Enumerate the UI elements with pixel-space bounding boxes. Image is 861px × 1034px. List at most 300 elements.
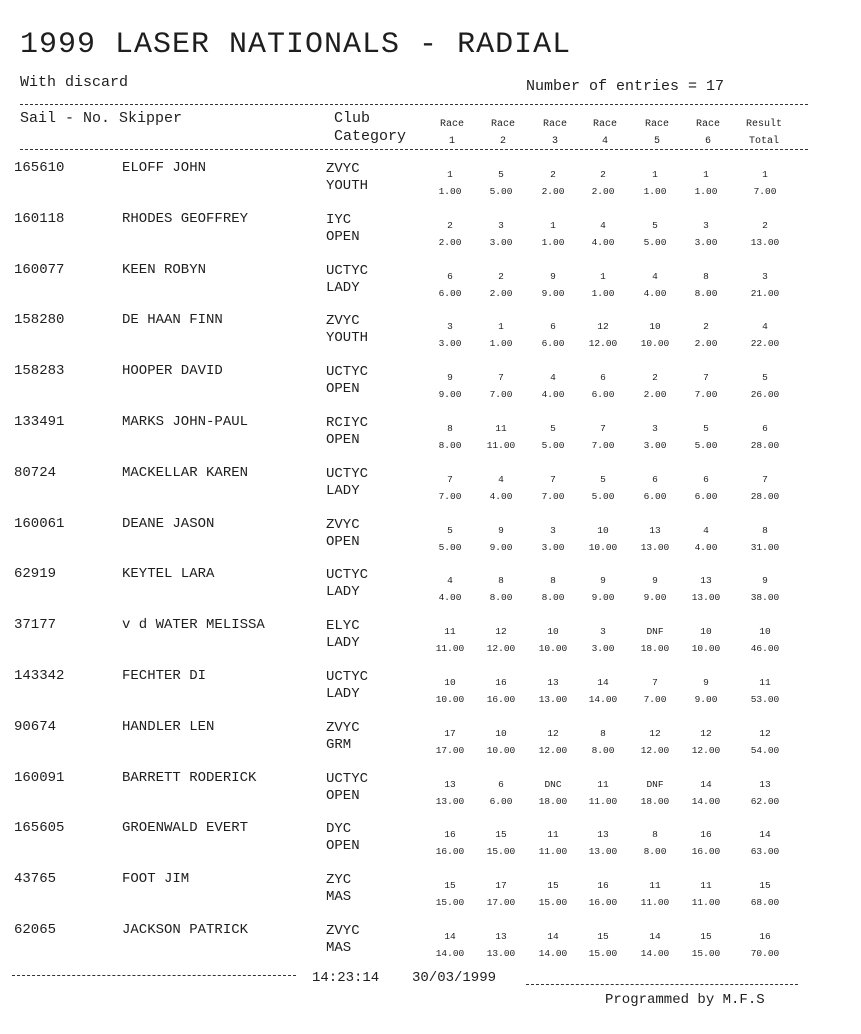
race-place: 6 — [703, 474, 709, 485]
total-points: 62.00 — [750, 796, 780, 807]
race-place: 12 — [700, 728, 712, 739]
club-name: UCTYC — [326, 263, 369, 279]
result-total-cell — [740, 318, 790, 352]
race-points: 14.00 — [435, 948, 465, 959]
overall-position: 2 — [762, 220, 768, 231]
race-result-cell — [578, 572, 628, 606]
sail-number: 165610 — [14, 160, 65, 176]
race-place: 2 — [652, 372, 658, 383]
race-result-cell — [425, 674, 475, 708]
race-points: 5.00 — [489, 186, 513, 197]
skipper-name: RHODES GEOFFREY — [122, 211, 249, 227]
race-place: 1 — [550, 220, 556, 231]
race-points: 9.00 — [541, 288, 565, 299]
total-points: 53.00 — [750, 694, 780, 705]
race-place: 5 — [703, 423, 709, 434]
result-total-cell — [740, 369, 790, 403]
race-number: 3 — [551, 136, 558, 147]
race-result-cell — [630, 369, 680, 403]
club-category-cell — [326, 923, 360, 957]
race-points: 12.00 — [486, 643, 516, 654]
race-result-cell — [425, 776, 475, 810]
race-place: 11 — [700, 880, 712, 891]
race-result-cell — [578, 826, 628, 860]
race-result-cell — [578, 268, 628, 302]
race-points: 7.00 — [489, 389, 513, 400]
sail-number: 158280 — [14, 312, 65, 328]
race-place: 7 — [703, 372, 709, 383]
programmed-by: Programmed by M.F.S — [605, 992, 765, 1008]
race-points: 2.00 — [489, 288, 513, 299]
race-points: 15.00 — [691, 948, 721, 959]
race-place: 7 — [600, 423, 606, 434]
race-result-cell — [528, 522, 578, 556]
race-points: 5.00 — [591, 491, 615, 502]
sail-number: 62065 — [14, 922, 57, 938]
race-result-cell — [630, 928, 680, 962]
race-result-cell — [425, 826, 475, 860]
race-place: 10 — [495, 728, 507, 739]
result-label: Result — [745, 119, 782, 130]
race-place: 8 — [550, 575, 556, 586]
club-category-cell — [326, 872, 351, 906]
race-points: 16.00 — [486, 694, 516, 705]
race-place: 17 — [444, 728, 456, 739]
club-name: UCTYC — [326, 567, 369, 583]
race-points: 10.00 — [538, 643, 568, 654]
table-row — [0, 211, 861, 262]
race-place: 2 — [550, 169, 556, 180]
race-place: 1 — [600, 271, 606, 282]
race-place: 11 — [444, 626, 456, 637]
race-result-cell — [630, 268, 680, 302]
race-place: 16 — [597, 880, 609, 891]
race-result-cell — [578, 217, 628, 251]
result-total-cell — [740, 623, 790, 657]
race-result-cell — [681, 928, 731, 962]
total-points: 7.00 — [753, 186, 777, 197]
race-result-cell — [681, 166, 731, 200]
race-header — [583, 116, 627, 150]
race-points: 14.00 — [691, 796, 721, 807]
category-name: LADY — [326, 686, 360, 702]
table-row — [0, 871, 861, 922]
race-points: 10.00 — [640, 338, 670, 349]
race-place: 2 — [498, 271, 504, 282]
race-result-cell — [630, 471, 680, 505]
sail-number: 160091 — [14, 770, 65, 786]
table-row — [0, 770, 861, 821]
race-place: 16 — [495, 677, 507, 688]
table-row — [0, 516, 861, 567]
race-result-cell — [578, 776, 628, 810]
table-row — [0, 668, 861, 719]
category-name: MAS — [326, 940, 352, 956]
race-place: DNC — [544, 779, 562, 790]
race-result-cell — [528, 268, 578, 302]
result-total-cell — [740, 217, 790, 251]
race-result-cell — [630, 776, 680, 810]
race-points: 1.00 — [694, 186, 718, 197]
race-result-cell — [425, 572, 475, 606]
race-result-cell — [425, 623, 475, 657]
total-points: 13.00 — [750, 237, 780, 248]
race-place: 8 — [652, 829, 658, 840]
race-points: 2.00 — [643, 389, 667, 400]
race-header — [430, 116, 474, 150]
race-number: 1 — [448, 136, 455, 147]
overall-position: 5 — [762, 372, 768, 383]
total-points: 54.00 — [750, 745, 780, 756]
skipper-name: KEEN ROBYN — [122, 262, 207, 278]
entries-count: Number of entries = 17 — [526, 78, 725, 95]
race-points: 2.00 — [694, 338, 718, 349]
race-place: 3 — [550, 525, 556, 536]
race-place: 3 — [498, 220, 504, 231]
total-points: 38.00 — [750, 592, 780, 603]
club-name: UCTYC — [326, 364, 369, 380]
race-place: 1 — [652, 169, 658, 180]
race-points: 6.00 — [694, 491, 718, 502]
overall-position: 1 — [762, 169, 768, 180]
race-place: 4 — [600, 220, 606, 231]
category-name: YOUTH — [326, 178, 369, 194]
skipper-name: v d WATER MELISSA — [122, 617, 265, 633]
skipper-name: DE HAAN FINN — [122, 312, 223, 328]
category-name: OPEN — [326, 534, 360, 550]
sail-number: 62919 — [14, 566, 57, 582]
race-place: 13 — [444, 779, 456, 790]
race-label: Race — [542, 119, 567, 130]
race-place: 3 — [703, 220, 709, 231]
race-result-cell — [630, 522, 680, 556]
race-place: 2 — [600, 169, 606, 180]
race-result-cell — [681, 776, 731, 810]
race-place: 1 — [498, 321, 504, 332]
race-result-cell — [476, 217, 526, 251]
race-place: 2 — [447, 220, 453, 231]
race-points: 8.00 — [591, 745, 615, 756]
race-place: 14 — [649, 931, 661, 942]
race-header — [686, 116, 730, 150]
race-place: 8 — [703, 271, 709, 282]
category-name: GRM — [326, 737, 352, 753]
table-row — [0, 465, 861, 516]
race-result-cell — [630, 166, 680, 200]
race-result-cell — [578, 420, 628, 454]
race-place: 7 — [498, 372, 504, 383]
race-result-cell — [578, 471, 628, 505]
race-points: 18.00 — [538, 796, 568, 807]
race-result-cell — [476, 623, 526, 657]
skipper-name: DEANE JASON — [122, 516, 215, 532]
race-place: 6 — [447, 271, 453, 282]
race-points: 5.00 — [541, 440, 565, 451]
club-name: ZVYC — [326, 923, 360, 939]
race-result-cell — [425, 217, 475, 251]
table-row — [0, 262, 861, 313]
race-result-cell — [476, 369, 526, 403]
race-place: 11 — [547, 829, 559, 840]
race-points: 2.00 — [438, 237, 462, 248]
skipper-name: ELOFF JOHN — [122, 160, 207, 176]
race-place: 13 — [597, 829, 609, 840]
sail-number: 90674 — [14, 719, 57, 735]
race-place: 5 — [498, 169, 504, 180]
result-total-cell — [740, 268, 790, 302]
race-number: 4 — [601, 136, 608, 147]
race-points: 8.00 — [643, 846, 667, 857]
race-place: 4 — [652, 271, 658, 282]
race-result-cell — [528, 318, 578, 352]
club-category-cell — [326, 517, 360, 551]
race-place: 15 — [597, 931, 609, 942]
race-points: 9.00 — [643, 592, 667, 603]
race-result-cell — [681, 318, 731, 352]
sail-number: 133491 — [14, 414, 65, 430]
race-result-cell — [578, 522, 628, 556]
club-category-cell — [326, 821, 360, 855]
race-points: 8.00 — [541, 592, 565, 603]
race-points: 7.00 — [541, 491, 565, 502]
sail-skipper-header: Sail - No. Skipper — [20, 110, 183, 127]
race-result-cell — [681, 369, 731, 403]
category-name: LADY — [326, 280, 360, 296]
category-name: LADY — [326, 483, 360, 499]
category-name: LADY — [326, 635, 360, 651]
club-name: UCTYC — [326, 466, 369, 482]
overall-position: 3 — [762, 271, 768, 282]
table-row — [0, 566, 861, 617]
category-name: OPEN — [326, 788, 360, 804]
race-place: 14 — [547, 931, 559, 942]
race-result-cell — [578, 166, 628, 200]
race-place: 16 — [444, 829, 456, 840]
race-result-cell — [425, 268, 475, 302]
club-category-cell — [326, 771, 368, 805]
race-result-cell — [425, 369, 475, 403]
race-place: 10 — [700, 626, 712, 637]
total-points: 31.00 — [750, 542, 780, 553]
skipper-name: HOOPER DAVID — [122, 363, 223, 379]
skipper-name: FECHTER DI — [122, 668, 207, 684]
race-points: 6.00 — [438, 288, 462, 299]
race-points: 11.00 — [538, 846, 568, 857]
race-points: 2.00 — [591, 186, 615, 197]
race-label: Race — [490, 119, 515, 130]
race-points: 9.00 — [438, 389, 462, 400]
category-header: Category — [334, 128, 407, 145]
club-category-cell — [326, 161, 368, 195]
sail-number: 160118 — [14, 211, 65, 227]
race-place: 15 — [547, 880, 559, 891]
result-total-cell — [740, 776, 790, 810]
club-name: IYC — [326, 212, 352, 228]
sail-number: 43765 — [14, 871, 57, 887]
category-name: OPEN — [326, 381, 360, 397]
race-result-cell — [476, 522, 526, 556]
table-row — [0, 820, 861, 871]
race-place: 12 — [495, 626, 507, 637]
race-points: 16.00 — [588, 897, 618, 908]
race-result-cell — [425, 725, 475, 759]
skipper-name: FOOT JIM — [122, 871, 190, 887]
club-category-cell — [326, 567, 368, 601]
race-result-cell — [425, 166, 475, 200]
race-place: 5 — [600, 474, 606, 485]
club-category-cell — [326, 618, 360, 652]
race-points: 9.00 — [694, 694, 718, 705]
header-top-divider — [20, 104, 808, 105]
table-row — [0, 414, 861, 465]
race-place: 16 — [700, 829, 712, 840]
race-result-cell — [476, 928, 526, 962]
overall-position: 9 — [762, 575, 768, 586]
race-place: 4 — [498, 474, 504, 485]
race-result-cell — [476, 471, 526, 505]
race-place: 6 — [600, 372, 606, 383]
race-points: 3.00 — [541, 542, 565, 553]
race-place: 15 — [700, 931, 712, 942]
race-points: 16.00 — [435, 846, 465, 857]
club-name: ZVYC — [326, 720, 360, 736]
race-place: DNF — [646, 779, 664, 790]
overall-position: 14 — [759, 829, 771, 840]
overall-position: 8 — [762, 525, 768, 536]
race-place: 6 — [550, 321, 556, 332]
club-name: ZVYC — [326, 161, 360, 177]
race-place: 10 — [597, 525, 609, 536]
club-category-cell — [326, 212, 360, 246]
race-result-cell — [425, 471, 475, 505]
race-result-cell — [578, 928, 628, 962]
race-points: 12.00 — [640, 745, 670, 756]
club-name: ELYC — [326, 618, 360, 634]
race-place: 15 — [444, 880, 456, 891]
skipper-name: MARKS JOHN-PAUL — [122, 414, 249, 430]
race-points: 15.00 — [486, 846, 516, 857]
race-result-cell — [630, 572, 680, 606]
race-points: 7.00 — [591, 440, 615, 451]
race-points: 7.00 — [694, 389, 718, 400]
race-result-cell — [425, 877, 475, 911]
race-number: 6 — [704, 136, 711, 147]
total-points: 70.00 — [750, 948, 780, 959]
race-result-cell — [681, 623, 731, 657]
race-label: Race — [644, 119, 669, 130]
race-points: 16.00 — [691, 846, 721, 857]
total-points: 28.00 — [750, 491, 780, 502]
table-row — [0, 922, 861, 973]
race-place: 6 — [498, 779, 504, 790]
club-header: Club — [334, 110, 371, 127]
race-place: 14 — [597, 677, 609, 688]
race-points: 4.00 — [694, 542, 718, 553]
total-points: 63.00 — [750, 846, 780, 857]
table-row — [0, 719, 861, 770]
race-points: 13.00 — [640, 542, 670, 553]
sail-number: 158283 — [14, 363, 65, 379]
race-result-cell — [476, 572, 526, 606]
race-place: 8 — [600, 728, 606, 739]
race-points: 10.00 — [588, 542, 618, 553]
race-result-cell — [681, 826, 731, 860]
race-place: 3 — [447, 321, 453, 332]
overall-position: 10 — [759, 626, 771, 637]
race-result-cell — [476, 420, 526, 454]
race-points: 4.00 — [541, 389, 565, 400]
race-place: 7 — [652, 677, 658, 688]
race-place: 13 — [495, 931, 507, 942]
race-points: 13.00 — [538, 694, 568, 705]
race-result-cell — [528, 725, 578, 759]
race-points: 8.00 — [694, 288, 718, 299]
footer-date: 30/03/1999 — [412, 970, 497, 986]
table-row — [0, 312, 861, 363]
race-points: 11.00 — [691, 897, 721, 908]
footer-divider-right — [526, 984, 798, 985]
race-result-cell — [476, 674, 526, 708]
race-label: Race — [439, 119, 464, 130]
total-points: 22.00 — [750, 338, 780, 349]
race-points: 7.00 — [643, 694, 667, 705]
race-result-cell — [630, 674, 680, 708]
result-header — [740, 116, 788, 150]
race-points: 6.00 — [643, 491, 667, 502]
race-place: 10 — [547, 626, 559, 637]
race-result-cell — [528, 877, 578, 911]
race-result-cell — [681, 420, 731, 454]
race-place: 8 — [447, 423, 453, 434]
race-result-cell — [630, 420, 680, 454]
race-points: 12.00 — [691, 745, 721, 756]
race-place: 12 — [597, 321, 609, 332]
race-points: 1.00 — [591, 288, 615, 299]
overall-position: 4 — [762, 321, 768, 332]
race-place: 4 — [447, 575, 453, 586]
race-place: 12 — [649, 728, 661, 739]
club-category-cell — [326, 466, 368, 500]
result-total-cell — [740, 166, 790, 200]
table-row — [0, 363, 861, 414]
race-label: Race — [592, 119, 617, 130]
race-result-cell — [681, 572, 731, 606]
race-result-cell — [528, 674, 578, 708]
skipper-name: KEYTEL LARA — [122, 566, 215, 582]
race-place: 1 — [447, 169, 453, 180]
category-name: LADY — [326, 584, 360, 600]
race-points: 11.00 — [435, 643, 465, 654]
skipper-name: MACKELLAR KAREN — [122, 465, 249, 481]
race-points: 9.00 — [489, 542, 513, 553]
race-points: 10.00 — [486, 745, 516, 756]
race-points: 1.00 — [489, 338, 513, 349]
race-points: 5.00 — [643, 237, 667, 248]
race-place: 2 — [703, 321, 709, 332]
race-place: 5 — [550, 423, 556, 434]
race-points: 4.00 — [591, 237, 615, 248]
club-name: ZVYC — [326, 313, 360, 329]
race-points: 9.00 — [591, 592, 615, 603]
club-name: ZYC — [326, 872, 352, 888]
category-name: YOUTH — [326, 330, 369, 346]
race-points: 3.00 — [694, 237, 718, 248]
skipper-name: GROENWALD EVERT — [122, 820, 249, 836]
race-place: 5 — [447, 525, 453, 536]
race-place: 10 — [444, 677, 456, 688]
race-result-cell — [528, 217, 578, 251]
race-points: 4.00 — [438, 592, 462, 603]
